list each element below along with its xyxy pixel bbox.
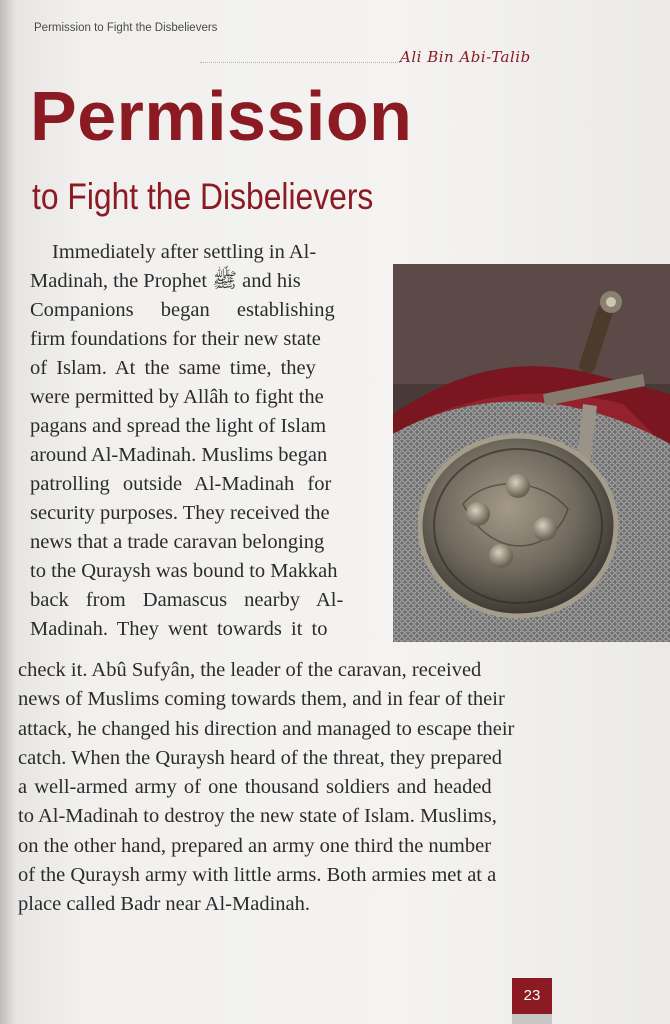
body-line: a well-armed army of one thousand soldiers and headed [18,776,492,799]
page-gutter [0,0,16,1024]
body-line: news of Muslims coming towards them, and in fear of their [18,688,505,711]
body-line: security purposes. They received the [30,502,330,524]
author-signature: Ali Bin Abi-Talib [400,48,531,66]
body-line: Immediately after settling in Al- [52,241,317,263]
body-line: to Al-Madinah to destroy the new state of Islam. Muslims, [18,805,497,828]
body-line: back from Damascus nearby Al- [30,589,344,611]
body-line: around Al-Madinah. Muslims began [30,444,328,466]
body-line: news that a trade caravan belonging [30,531,325,553]
body-line: of Islam. At the same time, they [30,357,316,379]
body-line: catch. When the Quraysh heard of the threat, they prepared [18,746,503,769]
body-line: place called Badr near Al-Madinah. [18,893,310,916]
body-line: Companions began establishing [30,299,335,321]
running-head: Permission to Fight the Disbelievers [34,22,218,34]
body-text-column [30,238,380,644]
body-line: Madinah. They went towards it to [30,618,328,640]
page-title: Permission [30,77,413,155]
body-text-full-width [18,656,578,920]
body-line: were permitted by Allâh to fight the [30,386,324,408]
body-line: firm foundations for their new state [30,328,321,350]
shield-sword-photo [393,264,670,642]
body-line: of the Quraysh army with little arms. Both armies met at a [18,864,497,887]
body-line: on the other hand, prepared an army one third the number [18,834,492,857]
shield-sword-illustration [393,264,670,642]
body-line: pagans and spread the light of Islam [30,415,327,437]
page-number-badge: 23 [512,978,552,1014]
body-line: to the Quraysh was bound to Makkah [30,560,338,582]
page-subtitle: to Fight the Disbelievers [32,176,374,217]
body-line: patrolling outside Al-Madinah for [30,473,332,495]
header-divider [200,62,400,63]
body-line: attack, he changed his direction and managed to escape their [18,717,515,740]
page-number-tab [512,1014,552,1024]
body-line: Madinah, the Prophet ﷺ and his [30,270,301,292]
body-line: check it. Abû Sufyân, the leader of the caravan, received [18,659,482,681]
